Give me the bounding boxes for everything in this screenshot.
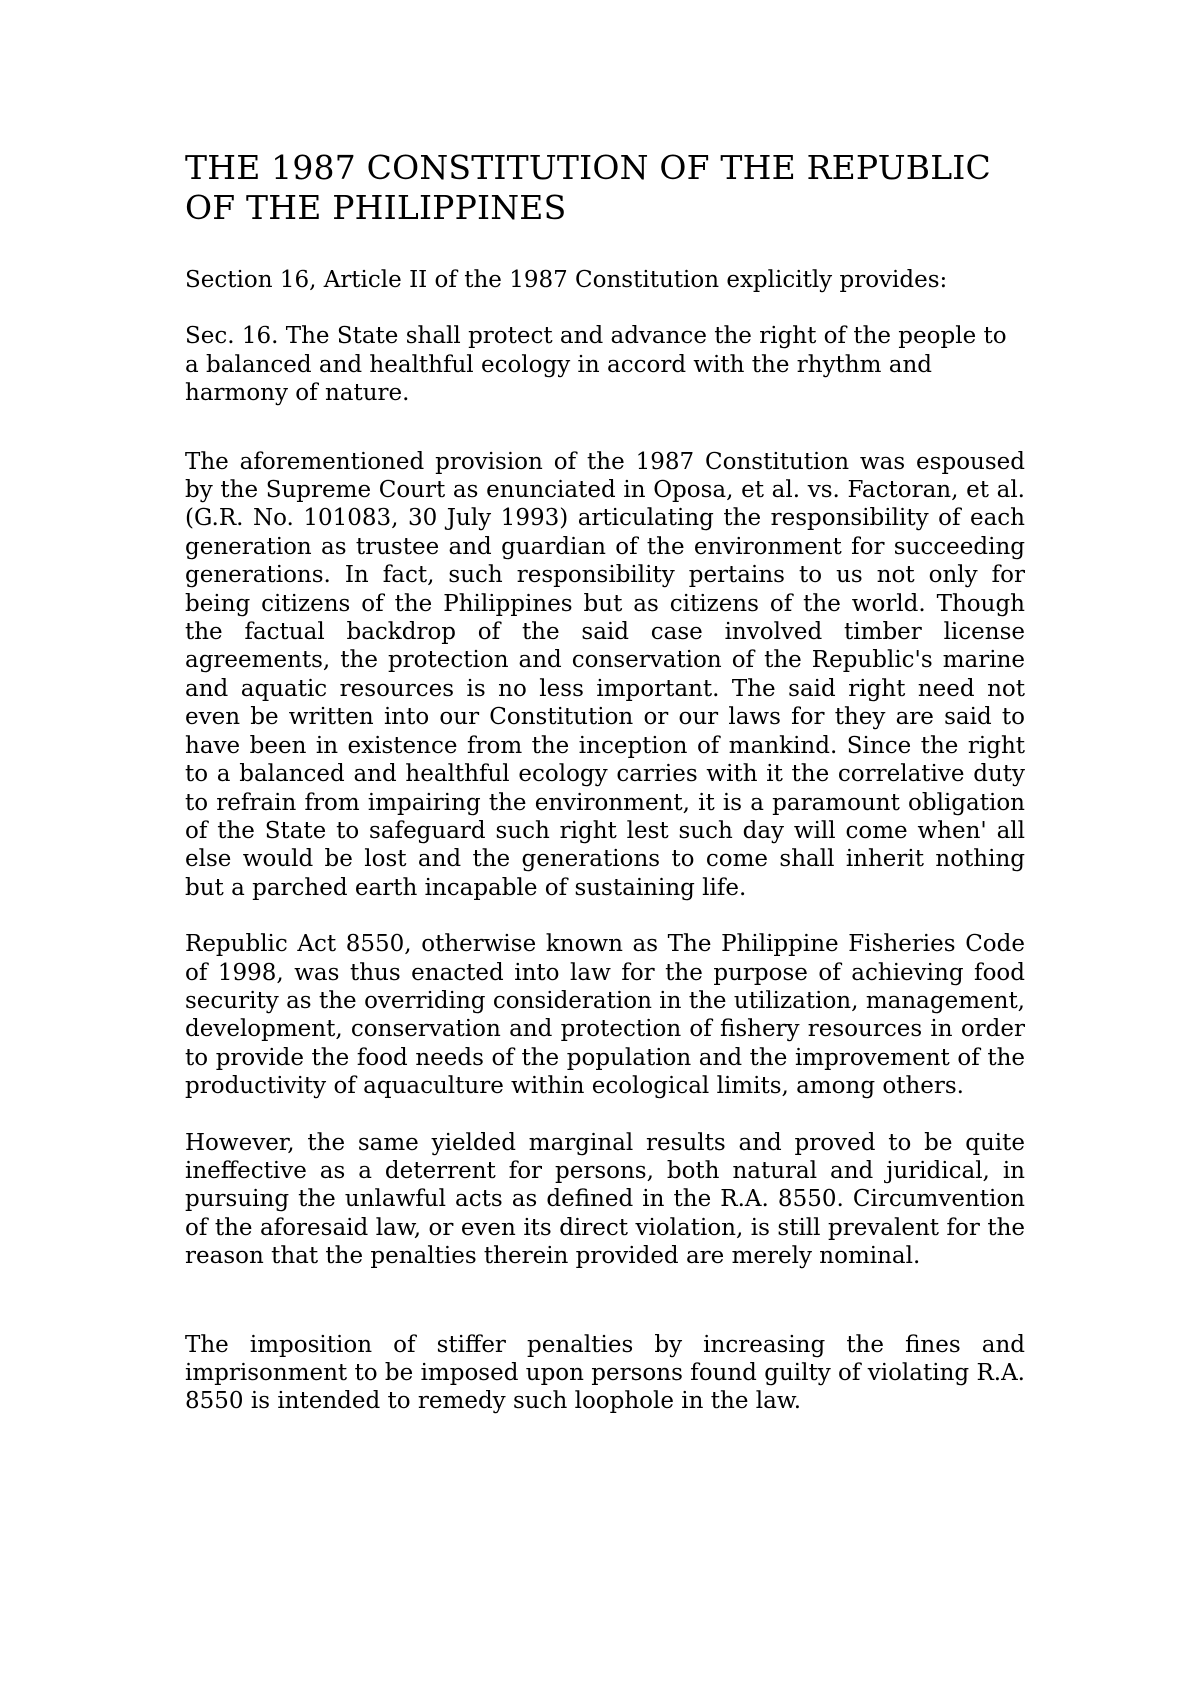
- paragraph-stiffer-penalties: The imposition of stiffer penalties by increasing the fines and imprisonment to be imposed upon persons found guilty of violating R.A. 8550 is intended to remedy such loophole in the law.: [185, 1331, 1025, 1415]
- paragraph-marginal-results: However, the same yielded marginal results and proved to be quite ineffective as a deterrent for persons, both natural and juridical, in pursuing the unlawful acts as defined in the R.A. 8550. Circumvention of the aforesaid law, or even its direct violation, is still prevalent for the reason that the penalties therein provided are merely nominal.: [185, 1129, 1025, 1270]
- document-title: THE 1987 CONSTITUTION OF THE REPUBLIC OF THE PHILIPPINES: [185, 148, 991, 227]
- paragraph-intro: Section 16, Article II of the 1987 Constitution explicitly provides:: [185, 267, 948, 293]
- paragraph-section-16-quote: Sec. 16. The State shall protect and advance the right of the people to a balanced and healthful ecology in accord with the rhythm and harmony of nature.: [185, 323, 1007, 407]
- paragraph-ra-8550: Republic Act 8550, otherwise known as The Philippine Fisheries Code of 1998, was thus enacted into law for the purpose of achieving food security as the overriding consideration in the utilization, management, development, conservation and protection of fishery resources in order to provide the food needs of the population and the improvement of the productivity of aquaculture within ecological limits, among others.: [185, 931, 1025, 1100]
- document-body: [185, 148, 1025, 1416]
- paragraph-oposa-case: The aforementioned provision of the 1987 Constitution was espoused by the Supreme Court as enunciated in Oposa, et al. vs. Factoran, et al. (G.R. No. 101083, 30 July 1993) articulating the responsibility of each generation as trustee and guardian of the environment for succeeding generations. In fact, such responsibility pertains to us not only for being citizens of the Philippines but as citizens of the world. Though the factual backdrop of the said case involved timber license agreements, the protection and conservation of the Republic's marine and aquatic resources is no less important. The said right need not even be written into our Constitution or our laws for they are said to have been in existence from the inception of mankind. Since the right to a balanced and healthful ecology carries with it the correlative duty to refrain from impairing the environment, it is a paramount obligation of the State to safeguard such right lest such day will come when' all else would be lost and the generations to come shall inherit nothing but a parched earth incapable of sustaining life.: [185, 448, 1025, 901]
